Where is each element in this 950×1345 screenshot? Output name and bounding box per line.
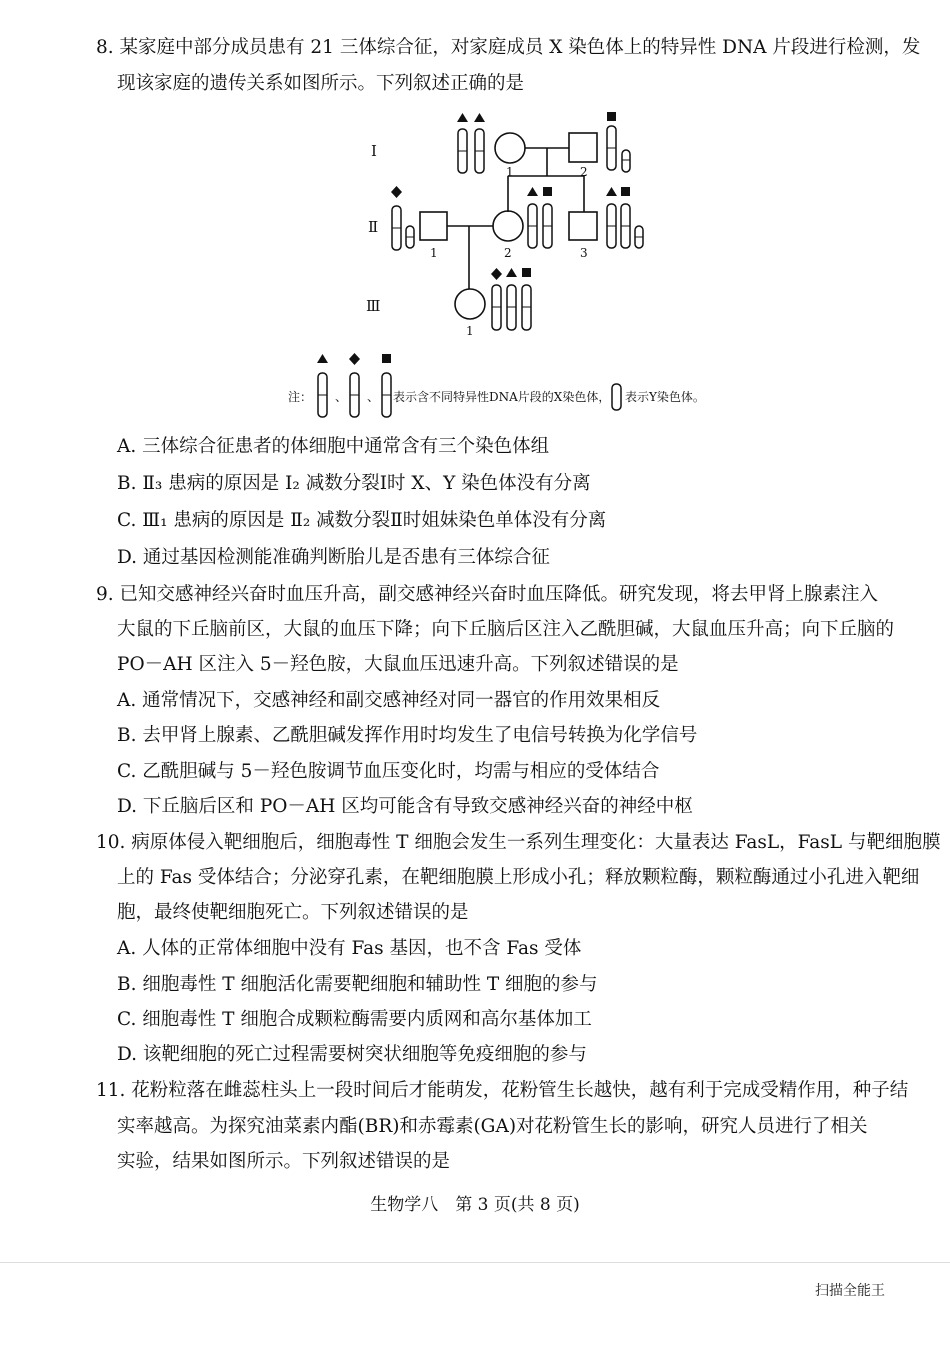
- q10-stem-line3: 胞，最终使靶细胞死亡。下列叙述错误的是: [117, 902, 469, 923]
- q11-stem-line3: 实验，结果如图所示。下列叙述错误的是: [117, 1151, 451, 1172]
- y-chromosome: [622, 150, 630, 172]
- diamond-marker: [491, 268, 502, 280]
- q8-option-c: C. Ⅲ₁ 患病的原因是 Ⅱ₂ 减数分裂Ⅱ时姐妹染色单体没有分离: [117, 510, 607, 531]
- diamond-marker: [391, 186, 402, 198]
- note-separator: 、: [335, 390, 348, 404]
- triangle-marker: [457, 113, 468, 122]
- q11-stem-line1: 11. 花粉粒落在雌蕊柱头上一段时间后才能萌发，花粉管生长越快，越有利于完成受精作用，种子结: [96, 1080, 909, 1101]
- page-footer: 生物学八 第 3 页(共 8 页): [370, 1195, 580, 1215]
- square-marker: [621, 187, 630, 196]
- female-I1: [495, 133, 525, 163]
- q10-option-d: D. 该靶细胞的死亡过程需要树突状细胞等免疫细胞的参与: [117, 1044, 587, 1065]
- triangle-marker: [527, 187, 538, 196]
- y-chromosome: [612, 384, 621, 410]
- square-marker: [382, 354, 391, 363]
- individual-number: 2: [504, 246, 512, 260]
- generation-label-II: Ⅱ: [368, 218, 379, 236]
- q8-stem-line1: 8. 某家庭中部分成员患有 21 三体综合征，对家庭成员 X 染色体上的特异性 DNA 片段进行检测，发: [96, 37, 921, 58]
- triangle-marker: [506, 268, 517, 277]
- generation-label-III: Ⅲ: [366, 297, 381, 315]
- q9-option-d: D. 下丘脑后区和 PO－AH 区均可能含有导致交感神经兴奋的神经中枢: [117, 796, 693, 817]
- q8-option-d: D. 通过基因检测能准确判断胎儿是否患有三体综合征: [117, 547, 550, 568]
- q9-stem-line1: 9. 已知交感神经兴奋时血压升高，副交感神经兴奋时血压降低。研究发现，将去甲肾上腺素注入: [96, 584, 879, 605]
- note-prefix: 注：: [288, 390, 313, 404]
- q8-option-b: B. Ⅱ₃ 患病的原因是 Ⅰ₂ 减数分裂Ⅰ时 X、Y 染色体没有分离: [117, 473, 591, 494]
- square-marker: [607, 112, 616, 121]
- note-y-text: 表示Y染色体。: [625, 390, 705, 404]
- generation-label-I: Ⅰ: [371, 142, 377, 160]
- male-II3: [569, 212, 597, 240]
- q10-option-a: A. 人体的正常体细胞中没有 Fas 基因，也不含 Fas 受体: [117, 938, 582, 959]
- q9-option-c: C. 乙酰胆碱与 5－羟色胺调节血压变化时，均需与相应的受体结合: [117, 761, 660, 782]
- note-x-text: 表示含不同特异性DNA片段的X染色体，: [393, 390, 611, 404]
- individual-number: 2: [580, 165, 588, 179]
- individual-number: 1: [430, 246, 438, 260]
- triangle-marker: [606, 187, 617, 196]
- individual-number: 1: [466, 324, 474, 338]
- individual-number: 1: [506, 165, 514, 179]
- q8-stem-line2: 现该家庭的遗传关系如图所示。下列叙述正确的是: [117, 73, 525, 94]
- scanner-stamp: 扫描全能王: [815, 1283, 885, 1299]
- q11-stem-line2: 实率越高。为探究油菜素内酯(BR)和赤霉素(GA)对花粉管生长的影响，研究人员进行了相关: [117, 1116, 868, 1137]
- square-marker: [522, 268, 531, 277]
- diamond-marker: [349, 353, 360, 365]
- divider: [0, 1262, 950, 1263]
- male-I2: [569, 133, 597, 162]
- individual-number: 3: [580, 246, 588, 260]
- q10-option-b: B. 细胞毒性 T 细胞活化需要靶细胞和辅助性 T 细胞的参与: [117, 974, 598, 995]
- female-II2: [493, 211, 523, 241]
- female-III1: [455, 289, 485, 319]
- pedigree-diagram: [0, 0, 950, 430]
- male-II1: [420, 212, 447, 240]
- q8-option-a: A. 三体综合征患者的体细胞中通常含有三个染色体组: [117, 436, 550, 457]
- q9-option-b: B. 去甲肾上腺素、乙酰胆碱发挥作用时均发生了电信号转换为化学信号: [117, 725, 698, 746]
- q9-stem-line3: PO－AH 区注入 5－羟色胺，大鼠血压迅速升高。下列叙述错误的是: [117, 654, 679, 675]
- q10-stem-line2: 上的 Fas 受体结合；分泌穿孔素，在靶细胞膜上形成小孔；释放颗粒酶，颗粒酶通过小孔进入靶细: [117, 867, 920, 888]
- triangle-marker: [474, 113, 485, 122]
- square-marker: [543, 187, 552, 196]
- q10-stem-line1: 10. 病原体侵入靶细胞后，细胞毒性 T 细胞会发生一系列生理变化：大量表达 FasL，FasL 与靶细胞膜: [96, 832, 941, 853]
- note-separator: 、: [367, 390, 380, 404]
- q10-option-c: C. 细胞毒性 T 细胞合成颗粒酶需要内质网和高尔基体加工: [117, 1009, 592, 1030]
- q9-stem-line2: 大鼠的下丘脑前区，大鼠的血压下降；向下丘脑后区注入乙酰胆碱，大鼠血压升高；向下丘脑的: [117, 619, 895, 640]
- q9-option-a: A. 通常情况下，交感神经和副交感神经对同一器官的作用效果相反: [117, 690, 661, 711]
- triangle-marker: [317, 354, 328, 363]
